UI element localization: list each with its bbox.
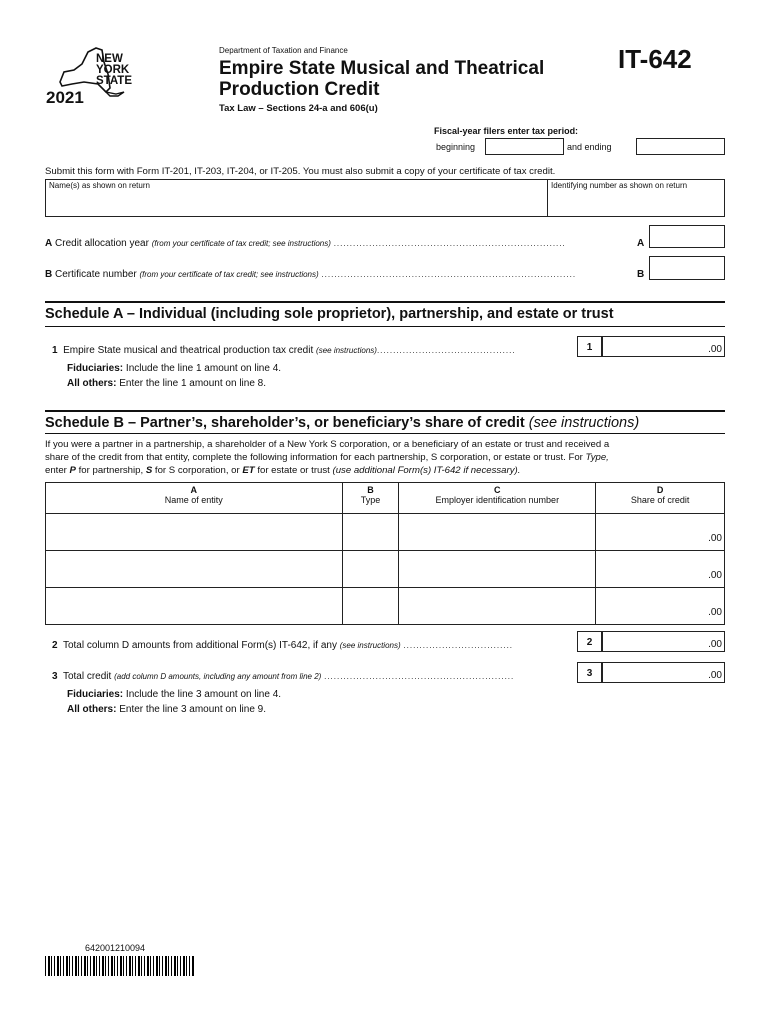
fiscal-year-heading: Fiscal-year filers enter tax period: [434, 126, 579, 136]
column-c-header: C Employer identification number [399, 483, 596, 514]
form-title [219, 58, 544, 100]
line-1-number: 1 [52, 345, 58, 356]
fiduciaries-label: Fiduciaries: [67, 363, 124, 374]
fiscal-beginning-label: beginning [436, 142, 476, 152]
line-2-box-number: 2 [586, 637, 593, 648]
line-b-note: (from your certificate of tax credit; see instructions) [139, 270, 319, 279]
logo-state: STATE [96, 75, 132, 87]
line-3-text: Total credit [62, 671, 112, 682]
form-title-line2: Production Credit [219, 79, 380, 100]
line-b-letter: B [45, 269, 53, 280]
schedule-b-title-text: Schedule B – Partner’s, shareholder’s, or beneficiary’s share of credit [45, 415, 525, 431]
credit-allocation-year-input[interactable] [649, 225, 725, 248]
schedule-a-fiduciaries [67, 363, 281, 374]
line-b-text: Certificate number [55, 269, 137, 280]
line-a-box-letter: A [637, 238, 645, 249]
schedule-a-underline [45, 326, 725, 327]
entity-name-input[interactable] [46, 588, 343, 625]
line-1 [52, 345, 516, 356]
line-a-dots: ........................................................................ [333, 239, 566, 248]
line-3-box-number: 3 [586, 668, 593, 679]
schedule-a-others [67, 378, 266, 389]
entity-ein-input[interactable] [399, 514, 596, 551]
identifying-number-field[interactable] [547, 179, 725, 217]
line-2-note: (see instructions) [339, 641, 401, 650]
line-2-number: 2 [52, 640, 58, 651]
schedule-b-underline [45, 433, 725, 434]
table-row [46, 514, 725, 551]
entity-ein-input[interactable] [399, 551, 596, 588]
submit-instructions: Submit this form with Form IT-201, IT-203, IT-204, or IT-205. You must also submit a copy of your certificate of tax credit. [45, 166, 556, 177]
line-2 [52, 640, 513, 651]
line-3-number: 3 [52, 671, 58, 682]
others-label: All others: [67, 378, 117, 389]
others-text: Enter the line 1 amount on line 8. [119, 378, 266, 389]
logo-new: NEW [96, 53, 123, 65]
schedule-a-rule [45, 301, 725, 303]
schedule-b-others [67, 704, 266, 715]
certificate-number-input[interactable] [649, 256, 725, 280]
entity-type-input[interactable] [342, 551, 399, 588]
others-label: All others: [67, 704, 117, 715]
entity-type-input[interactable] [342, 588, 399, 625]
entity-name-input[interactable] [46, 551, 343, 588]
line-b-dots: ............................................................................... [321, 270, 577, 279]
column-b-header: B Type [342, 483, 399, 514]
schedule-b-title [45, 415, 639, 431]
name-field-label: Name(s) as shown on return [49, 181, 150, 190]
line-1-cents: .00 [708, 344, 722, 355]
form-number: IT-642 [618, 44, 692, 74]
form-year: 2021 [46, 88, 84, 107]
logo-york: YORK [96, 64, 130, 76]
table-row [46, 588, 725, 625]
line-3-dots: ........................................................... [324, 672, 515, 681]
entity-type-input[interactable] [342, 514, 399, 551]
line-b-box-letter: B [637, 269, 645, 280]
column-d-header: D Share of credit [596, 483, 725, 514]
schedule-b-rule [45, 410, 725, 412]
fiscal-ending-input[interactable] [636, 138, 725, 155]
schedule-b-fiduciaries [67, 689, 281, 700]
line-a-text: Credit allocation year [55, 238, 149, 249]
entity-ein-input[interactable] [399, 588, 596, 625]
entity-table [45, 482, 725, 625]
schedule-b-intro-line3: enter P for partnership, S for S corporation, or ET for estate or trust (use additional Form(s) IT-642 if necessary). [45, 465, 521, 476]
entity-share-input[interactable]: .00 [596, 514, 725, 551]
line-a-letter: A [45, 238, 53, 249]
line-3-cents: .00 [708, 670, 722, 681]
schedule-b-intro-line1: If you were a partner in a partnership, a shareholder of a New York S corporation, or a beneficiary of an estate or trust and received a [45, 439, 610, 450]
schedule-b-title-note: (see instructions) [528, 415, 640, 431]
barcode-number: 642001210094 [85, 943, 146, 953]
fiscal-ending-label: and ending [567, 142, 612, 152]
line-2-cents: .00 [708, 639, 722, 650]
schedule-b-intro-line2: share of the credit from that entity, complete the following information for each partnership, S corporation, or estate or trust. For Type, [45, 452, 609, 463]
table-row [46, 551, 725, 588]
fiduciaries-text: Include the line 3 amount on line 4. [125, 689, 282, 700]
line-a [45, 238, 566, 249]
line-3 [52, 671, 514, 682]
line-2-dots: .................................. [403, 641, 514, 650]
form-title-line1: Empire State Musical and Theatrical [219, 58, 545, 79]
column-a-header: A Name of entity [46, 483, 343, 514]
schedule-a-title: Schedule A – Individual (including sole proprietor), partnership, and estate or trust [45, 306, 614, 322]
others-text: Enter the line 3 amount on line 9. [119, 704, 266, 715]
entity-name-input[interactable] [46, 514, 343, 551]
fiduciaries-text: Include the line 1 amount on line 4. [125, 363, 282, 374]
entity-table-header [46, 483, 725, 514]
line-a-note: (from your certificate of tax credit; see instructions) [151, 239, 331, 248]
entity-share-input[interactable]: .00 [596, 551, 725, 588]
barcode [45, 956, 195, 976]
fiscal-beginning-input[interactable] [485, 138, 564, 155]
state-logo-text [96, 54, 132, 87]
fiduciaries-label: Fiduciaries: [67, 689, 124, 700]
line-1-dots: ........................................... [376, 346, 516, 355]
line-1-box-number: 1 [586, 342, 593, 353]
name-field[interactable] [45, 179, 548, 217]
line-2-text: Total column D amounts from additional Form(s) IT-642, if any [62, 640, 337, 651]
line-1-text: Empire State musical and theatrical production tax credit [63, 345, 314, 356]
entity-share-input[interactable]: .00 [596, 588, 725, 625]
line-3-note: (add column D amounts, including any amount from line 2) [114, 672, 322, 681]
line-1-note: (see instructions) [316, 346, 377, 355]
department: Department of Taxation and Finance [219, 46, 348, 55]
identifying-number-label: Identifying number as shown on return [551, 181, 688, 190]
schedule-b-intro [45, 438, 609, 477]
tax-law-reference: Tax Law – Sections 24-a and 606(u) [219, 103, 378, 114]
line-b [45, 269, 576, 280]
